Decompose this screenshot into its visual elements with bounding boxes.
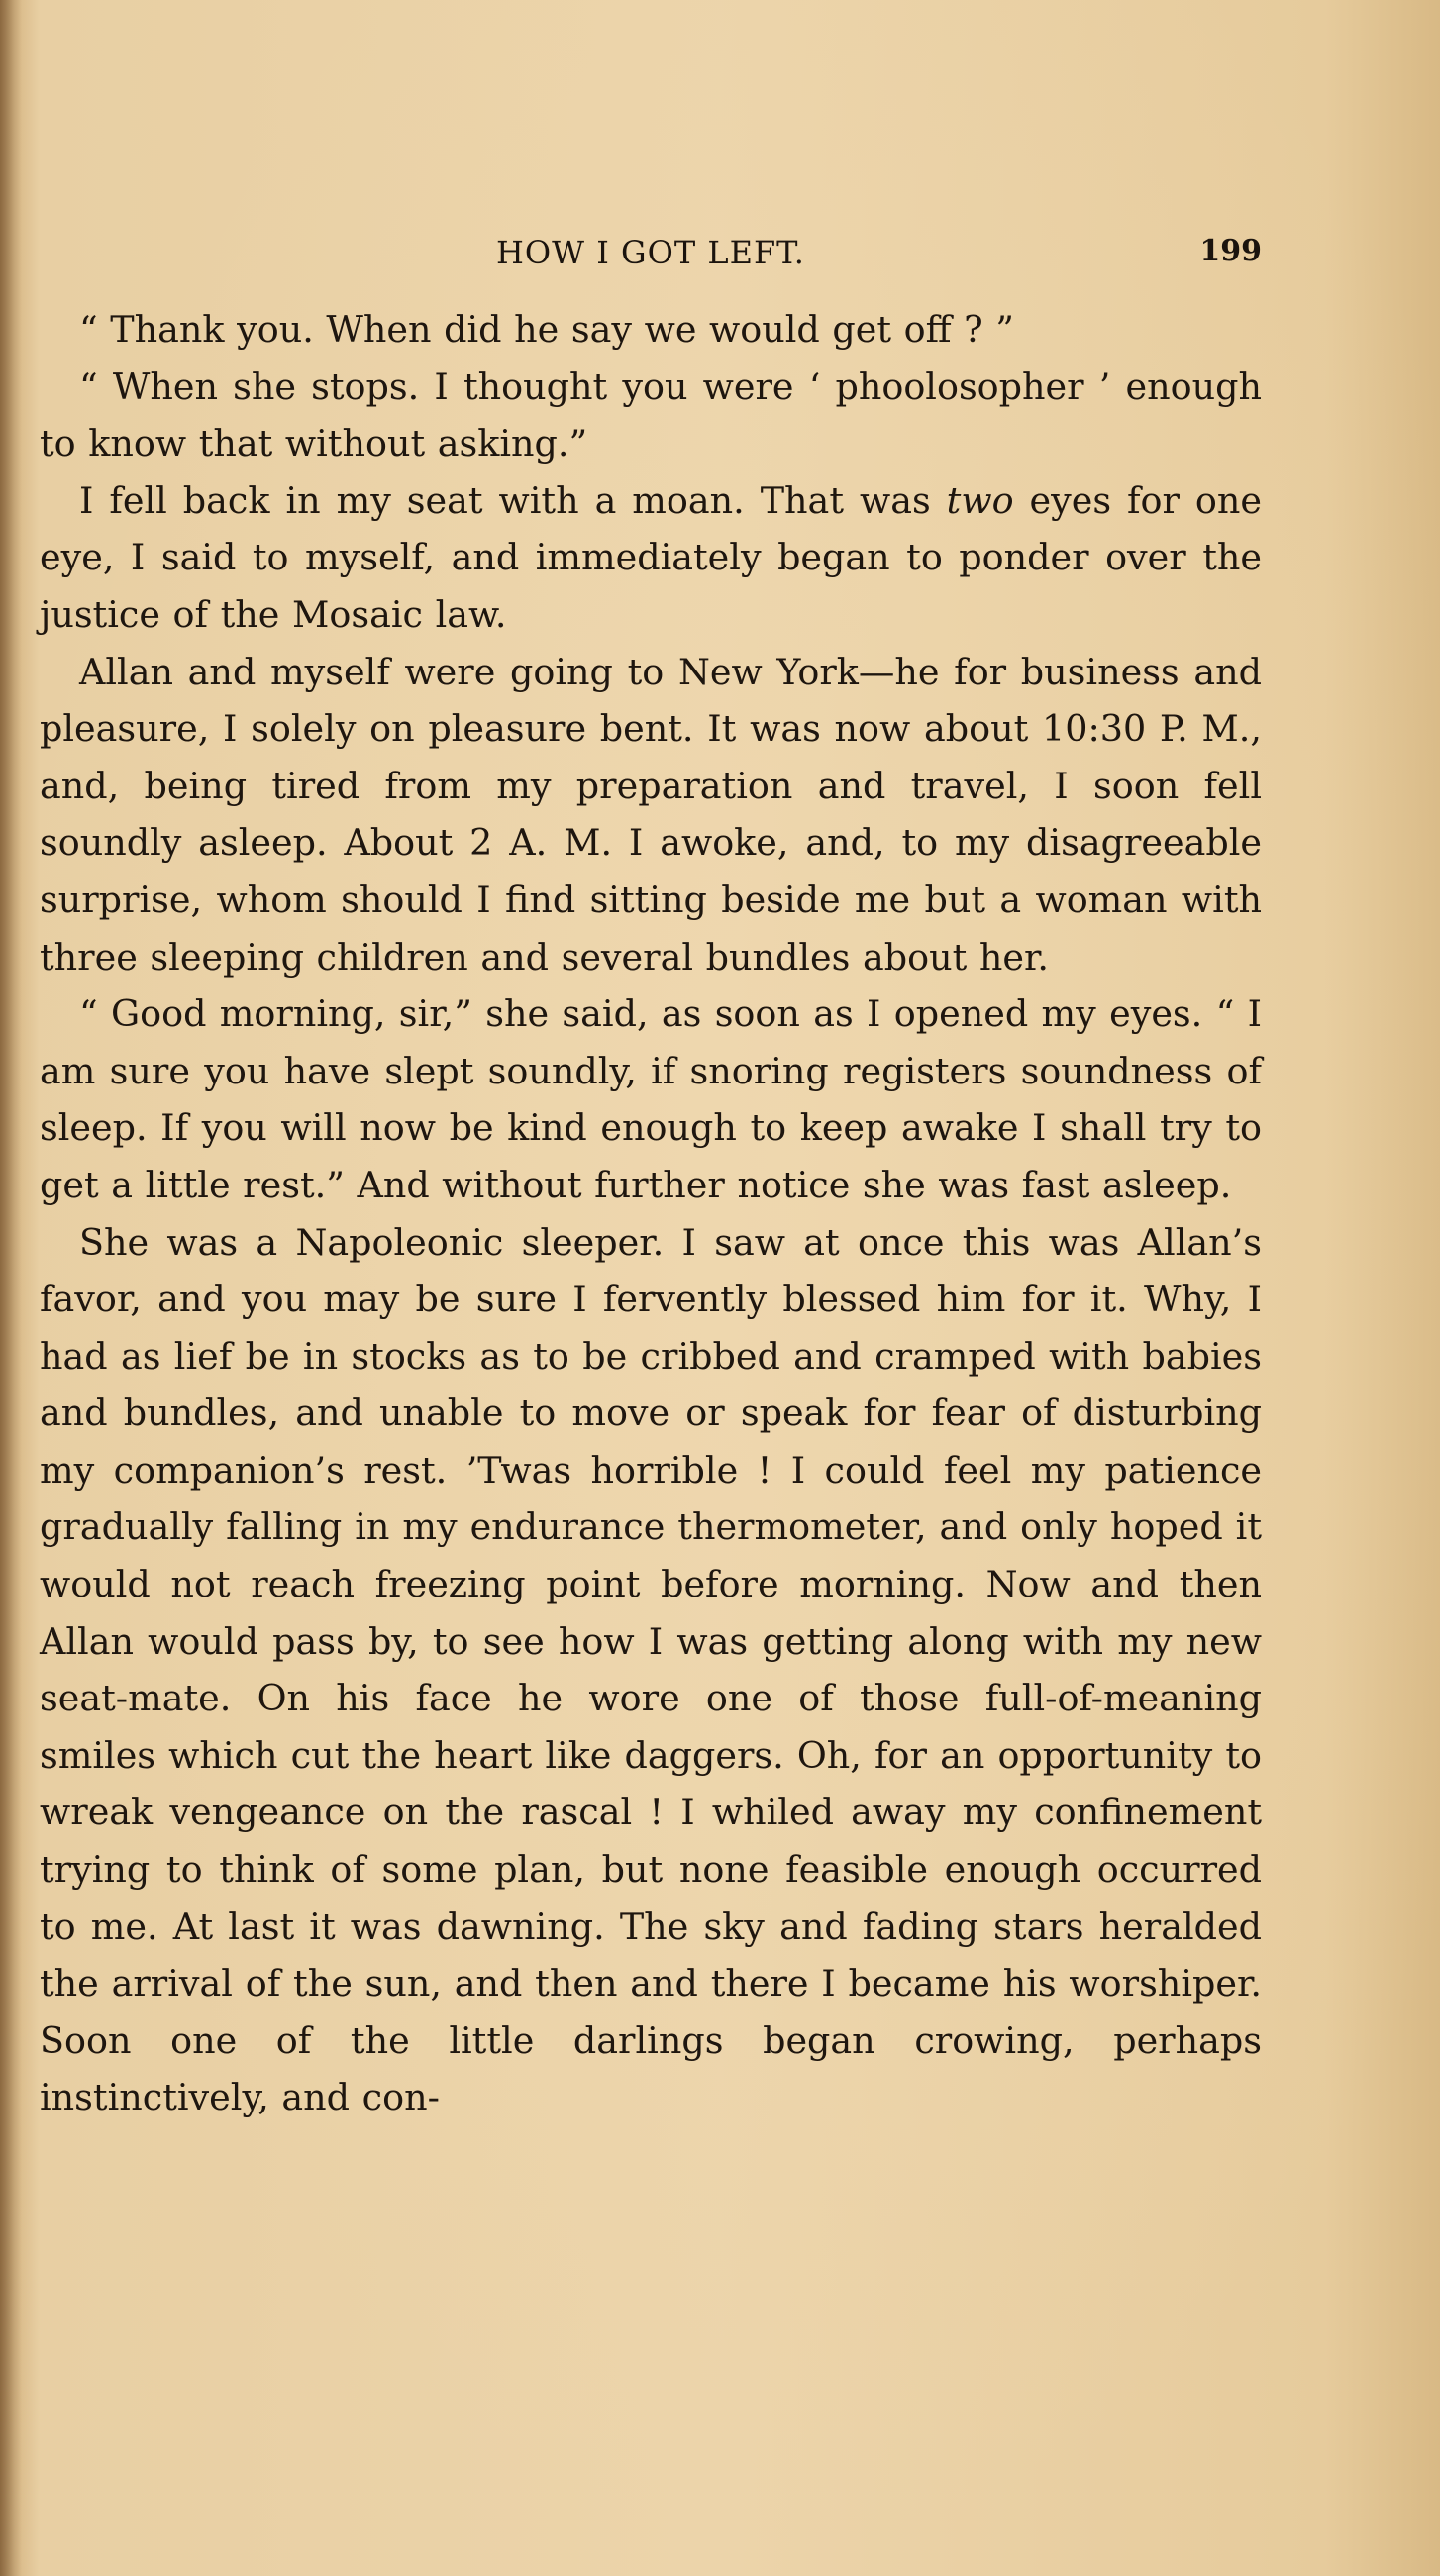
binding-shadow [0, 0, 22, 2576]
emphasized-word: two [946, 478, 1014, 522]
running-title: HOW I GOT LEFT. [496, 234, 805, 271]
paragraph-text: I fell back in my seat with a moan. That was [79, 478, 947, 522]
paragraph-text: eyes for one eye, I said to myself, and immediately began to ponder over the justice of the Mosaic law. [40, 478, 1263, 636]
paragraph: She was a Napoleonic sleeper. I saw at once this was Allan’s favor, and you may be sure I fervently blessed him for it. Why, I had as lief be in stocks as to be cribbed and cramped with babies and bundles, and unable to move or speak for fear of disturbing my companion’s rest. ’Twas horrible ! I could feel my patience gradually falling in my endurance thermometer, and only hoped it would not reach freezing point before morning. Now and then Allan would pass by, to see how I was getting along with my new seat-mate. On his face he wore one of those full-of-meaning smiles which cut the heart like daggers. Oh, for an opportunity to wreak vengeance on the rascal ! I whiled away my confinement trying to think of some plan, but none feasible enough occurred to me. At last it was dawning. The sky and fading stars heralded the arrival of the sun, and then and there I became his worshiper. Soon one of the little darlings began crowing, perhaps instinctively, and con- [40, 1220, 1262, 2119]
paragraph: “ Good morning, sir,” she said, as soon as I opened my eyes. “ I am sure you have slept soundly, if snoring registers soundness of sleep. If you will now be kind enough to keep awake I shall try to get a little rest.” And without further notice she was fast asleep. [40, 992, 1262, 1206]
paragraph: “ Thank you. When did he say we would get off ? ” [79, 308, 1014, 351]
page-number: 199 [1199, 234, 1262, 268]
page-header [40, 234, 1262, 281]
paragraph: Allan and myself were going to New York—he for business and pleasure, I solely on pleasure bent. It was now about 10:30 P. M., and, being tired from my preparation and travel, I soon fell soundly asleep. About 2 A. M. I awoke, and, to my disagreeable surprise, whom should I find sitting beside me but a woman with three sleeping children and several bundles about her. [40, 650, 1262, 979]
paragraph [40, 472, 1262, 644]
paragraph: “ When she stops. I thought you were ‘ phoolosopher ’ enough to know that without asking.” [40, 364, 1262, 465]
body-text [40, 301, 1262, 2126]
